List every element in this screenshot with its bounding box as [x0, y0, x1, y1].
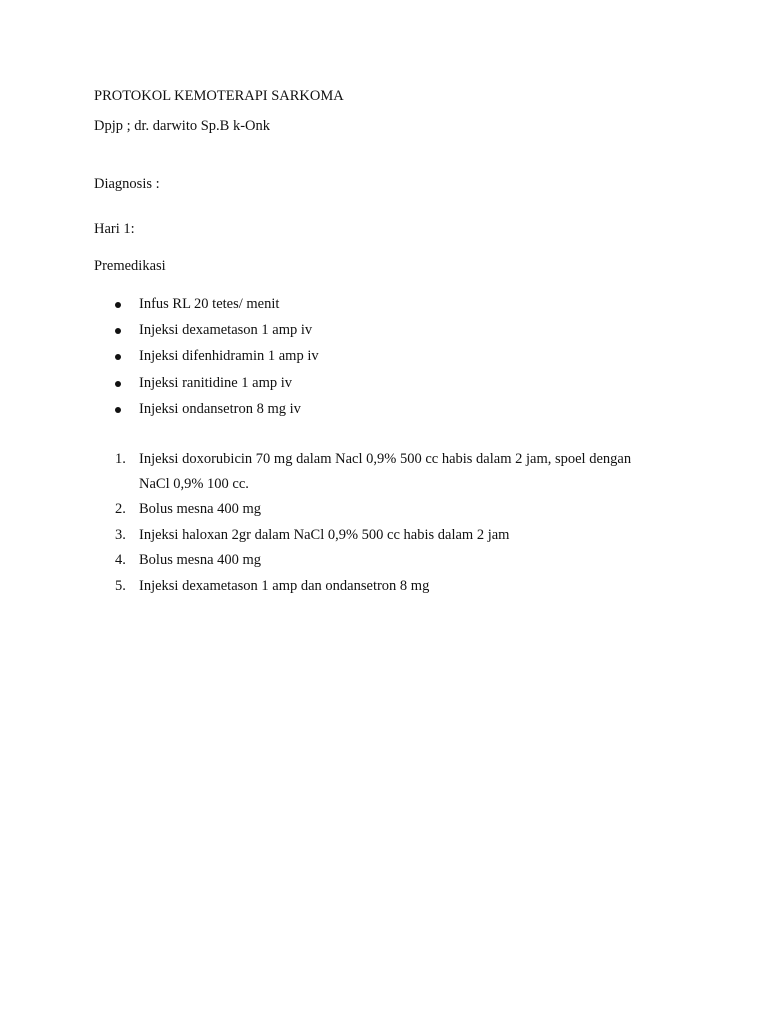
- step-number: 1.: [115, 451, 126, 467]
- list-item-text: Injeksi dexametason 1 amp iv: [139, 322, 313, 338]
- premedication-label: Premedikasi: [94, 258, 166, 274]
- bullet-icon: [115, 381, 121, 387]
- step-text: Injeksi dexametason 1 amp dan ondansetron 8 mg: [139, 578, 430, 594]
- document-title: PROTOKOL KEMOTERAPI SARKOMA: [94, 88, 344, 104]
- list-item-text: Injeksi difenhidramin 1 amp iv: [139, 348, 319, 364]
- step-number: 3.: [115, 527, 126, 543]
- list-item-text: Injeksi ranitidine 1 amp iv: [139, 375, 293, 391]
- dpjp-line: Dpjp ; dr. darwito Sp.B k-Onk: [94, 118, 271, 134]
- step-text: Bolus mesna 400 mg: [139, 552, 262, 568]
- list-item-text: Injeksi ondansetron 8 mg iv: [139, 401, 301, 417]
- bullet-icon: [115, 354, 121, 360]
- bullet-icon: [115, 407, 121, 413]
- bullet-icon: [115, 302, 121, 308]
- step-text: Injeksi doxorubicin 70 mg dalam Nacl 0,9% 500 cc habis dalam 2 jam, spoel dengan: [139, 451, 632, 467]
- diagnosis-label: Diagnosis :: [94, 176, 160, 192]
- bullet-icon: [115, 328, 121, 334]
- step-number: 5.: [115, 578, 126, 594]
- list-item-text: Infus RL 20 tetes/ menit: [139, 296, 280, 312]
- step-number: 4.: [115, 552, 126, 568]
- day-label: Hari 1:: [94, 221, 135, 237]
- step-number: 2.: [115, 501, 126, 517]
- step-text: Bolus mesna 400 mg: [139, 501, 262, 517]
- step-text-continuation: NaCl 0,9% 100 cc.: [139, 476, 249, 492]
- step-text: Injeksi haloxan 2gr dalam NaCl 0,9% 500 cc habis dalam 2 jam: [139, 527, 510, 543]
